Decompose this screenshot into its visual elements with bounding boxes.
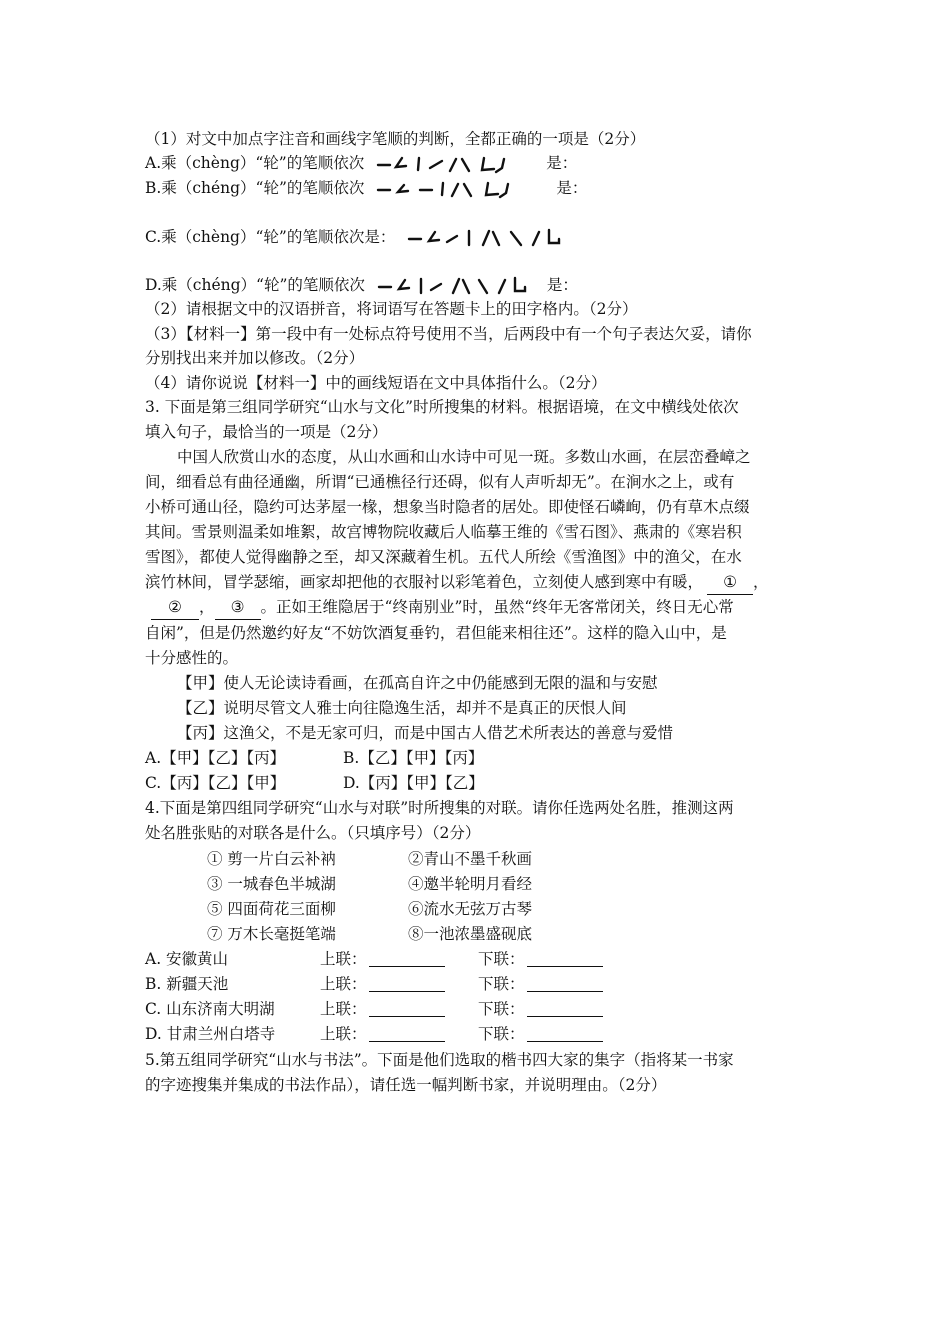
q4-c-lower: 下联： <box>478 997 603 1021</box>
q2-option-a <box>145 151 577 175</box>
q4-d-lower-blank[interactable] <box>527 1025 603 1042</box>
q2-sub3-line2: 分别找出来并加以修改。（2分） <box>145 349 365 367</box>
q4-place-b: B. 新疆天池 <box>145 975 229 993</box>
q5-stem-line1: 5.第五组同学研究“山水与书法”。下面是他们选取的楷书四大家的集字（指将某一书家 <box>145 1051 734 1069</box>
q3-para-line9: 十分感性的。 <box>145 649 239 667</box>
q3-para-line7-tail: 。正如王维隐居于“终南别业”时，虽然“终年无客常闭关，终日无心常 <box>260 598 734 616</box>
couplet-8: ⑧一池浓墨盛砚底 <box>408 925 533 943</box>
q3-option-a: A.【甲】【乙】【丙】 <box>145 749 286 767</box>
q5-stem-line2: 的字迹搜集并集成的书法作品），请任选一幅判断书家，并说明理由。（2分） <box>145 1076 667 1094</box>
q3-para-line4: 其间。雪景则温柔如堆絮，故宫博物院收藏后人临摹王维的《雪石图》、燕肃的《寒岩积 <box>145 523 742 541</box>
q3-option-d: D.【丙】【甲】【乙】 <box>343 774 484 792</box>
q4-stem-line2: 处名胜张贴的对联各是什么。（只填序号）（2分） <box>145 824 481 842</box>
q3-para-line7 <box>145 595 734 620</box>
q2-option-b <box>145 176 587 200</box>
q3-choice-bing: 【丙】这渔父，不是无家可归，而是中国古人借艺术所表达的善意与爱惜 <box>177 724 674 742</box>
q3-option-b: B.【乙】【甲】【丙】 <box>343 749 484 767</box>
q4-d-lower: 下联： <box>478 1022 603 1046</box>
couplet-3: ③ 一城春色半城湖 <box>207 875 336 893</box>
couplet-5: ⑤ 四面荷花三面柳 <box>207 900 336 918</box>
blank-1: ① <box>707 570 753 595</box>
stroke-order-c-image <box>407 227 567 249</box>
stroke-order-d-image <box>377 275 537 297</box>
q4-b-lower-blank[interactable] <box>527 975 603 992</box>
option-b-prefix: B.乘（chéng）“轮”的笔顺依次 <box>145 179 365 197</box>
option-c-prefix: C.乘（chèng）“轮”的笔顺依次是： <box>145 228 396 246</box>
q4-b-upper: 上联： <box>320 972 445 996</box>
q4-c-upper: 上联： <box>320 997 445 1021</box>
option-d-prefix: D.乘（chéng）“轮”的笔顺依次 <box>145 276 365 294</box>
q3-para-line5: 雪图》，都使人觉得幽静之至，却又深藏着生机。五代人所绘《雪渔图》中的渔父，在水 <box>145 548 742 566</box>
q2-sub2: （2）请根据文中的汉语拼音，将词语写在答题卡上的田字格内。（2分） <box>145 300 638 318</box>
option-d-suffix: 是： <box>546 276 578 294</box>
couplet-1: ① 剪一片白云补衲 <box>207 850 336 868</box>
blank-3: ③ <box>215 595 261 620</box>
q4-c-lower-blank[interactable] <box>527 1000 603 1017</box>
q4-d-upper: 上联： <box>320 1022 445 1046</box>
option-a-suffix: 是： <box>546 154 578 172</box>
q3-option-c: C.【丙】【乙】【甲】 <box>145 774 286 792</box>
q4-d-upper-blank[interactable] <box>369 1025 445 1042</box>
q4-stem-line1: 4.下面是第四组同学研究“山水与对联”时所搜集的对联。请你任选两处名胜，推测这两 <box>145 799 734 817</box>
option-b-suffix: 是： <box>556 179 588 197</box>
couplet-2: ②青山不墨千秋画 <box>408 850 533 868</box>
q3-choice-yi: 【乙】说明尽管文人雅士向往隐逸生活，却并不是真正的厌恨人间 <box>177 699 627 717</box>
q3-para-line3: 小桥可通山径，隐约可达茅屋一椽，想象当时隐者的居处。即使怪石嶙峋，仍有草木点缀 <box>145 498 750 516</box>
q2-sub3-line1: （3）【材料一】第一段中有一处标点符号使用不当，后两段中有一个句子表达欠妥，请你 <box>145 325 752 343</box>
q4-a-upper: 上联： <box>320 947 445 971</box>
stroke-order-b-image <box>376 179 546 199</box>
q4-a-lower-blank[interactable] <box>527 950 603 967</box>
q3-para-line8: 自闲”，但是仍然邀约好友“不妨饮酒复垂钓，君但能来相往还”。这样的隐入山中，是 <box>145 624 727 642</box>
blank-2-comma: ， <box>199 598 215 616</box>
q4-c-upper-blank[interactable] <box>369 1000 445 1017</box>
q4-place-a: A. 安徽黄山 <box>145 950 229 968</box>
couplet-4: ④邀半轮明月看经 <box>408 875 533 893</box>
q3-choice-jia: 【甲】使人无论读诗看画，在孤高自许之中仍能感到无限的温和与安慰 <box>177 674 658 692</box>
q4-b-upper-blank[interactable] <box>369 975 445 992</box>
q2-sub1: （1）对文中加点字注音和画线字笔顺的判断，全都正确的一项是（2分） <box>145 130 646 148</box>
q4-place-c: C. 山东济南大明湖 <box>145 1000 275 1018</box>
option-a-prefix: A.乘（chèng）“轮”的笔顺依次 <box>145 154 365 172</box>
stroke-order-a-image <box>376 154 536 174</box>
q4-a-lower: 下联： <box>478 947 603 971</box>
blank-2: ② <box>151 595 199 620</box>
q3-para-line6 <box>145 570 769 595</box>
q4-place-d: D. 甘肃兰州白塔寺 <box>145 1025 276 1043</box>
q2-option-c <box>145 225 577 249</box>
couplet-6: ⑥流水无弦万古琴 <box>408 900 533 918</box>
q3-stem-line1: 3. 下面是第三组同学研究“山水与文化”时所搜集的材料。根据语境，在文中横线处依次 <box>145 398 739 416</box>
q3-para-line6-text: 滨竹林间，冒学瑟缩，画家却把他的衣服衬以彩笔着色，立刻使人感到寒中有暖， <box>145 573 704 591</box>
q4-a-upper-blank[interactable] <box>369 950 445 967</box>
q4-b-lower: 下联： <box>478 972 603 996</box>
q2-sub4: （4）请你说说【材料一】中的画线短语在文中具体指什么。（2分） <box>145 374 607 392</box>
q2-option-d <box>145 273 578 297</box>
q3-para-line1: 中国人欣赏山水的态度，从山水画和山水诗中可见一斑。多数山水画，在层峦叠嶂之 <box>177 448 751 466</box>
couplet-7: ⑦ 万木长毫挺笔端 <box>207 925 336 943</box>
q3-para-line2: 间，细看总有曲径通幽，所谓“已通樵径行还碍，似有人声听却无”。在涧水之上，或有 <box>145 473 735 491</box>
blank-1-comma: ， <box>753 573 769 591</box>
q3-stem-line2: 填入句子，最恰当的一项是（2分） <box>145 423 388 441</box>
